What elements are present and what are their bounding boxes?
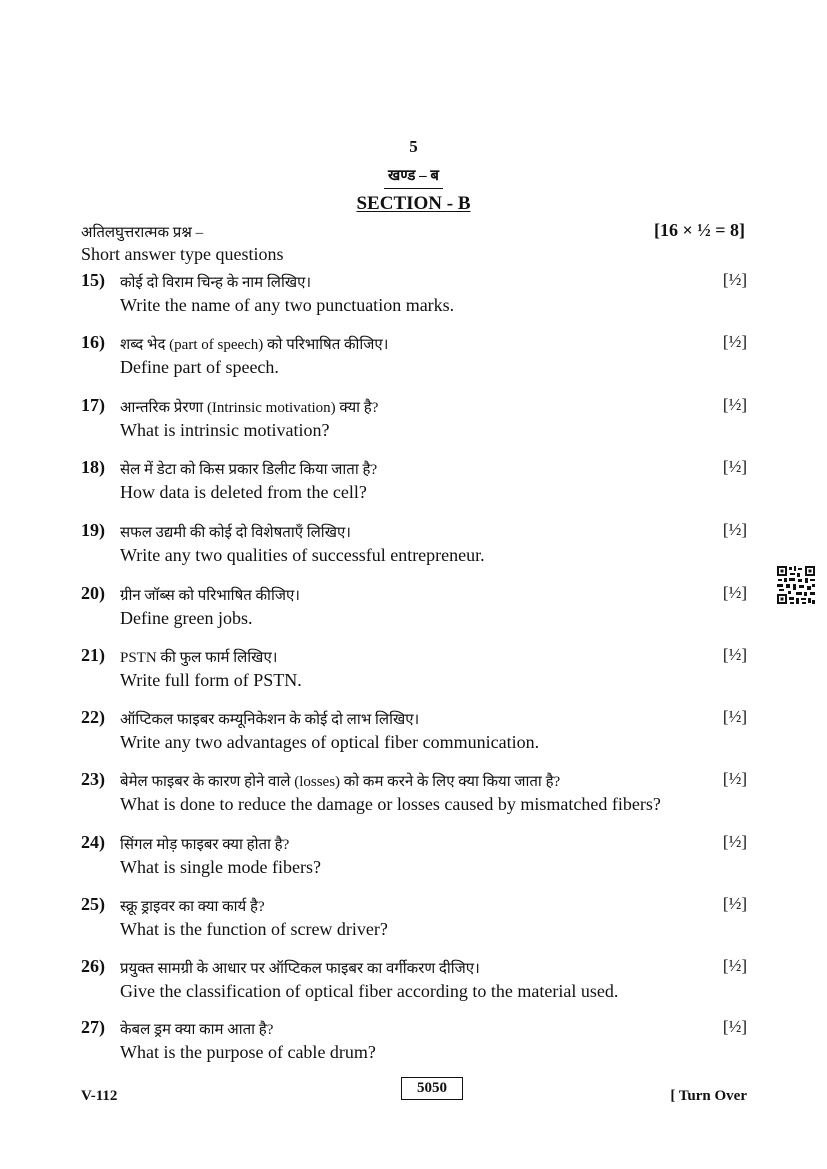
page-number: 5 <box>409 137 418 156</box>
question-number: 23) <box>81 769 105 789</box>
question-number: 20) <box>81 583 105 603</box>
footer-box-number: 5050 <box>401 1077 463 1100</box>
question-marks: [½] <box>722 457 747 476</box>
question-marks: [½] <box>722 645 747 664</box>
question-english: Write the name of any two punctuation marks. <box>120 295 455 315</box>
question-marks: [½] <box>722 270 747 289</box>
question-english: What is the function of screw driver? <box>120 919 388 939</box>
question-english: What is single mode fibers? <box>120 857 321 877</box>
question-marks: [½] <box>722 894 747 913</box>
qr-code-icon <box>776 565 816 605</box>
question-english: How data is deleted from the cell? <box>120 482 367 502</box>
question-marks: [½] <box>722 332 747 351</box>
question-hindi: आन्तरिक प्रेरणा (Intrinsic motivation) क्या है? <box>120 400 379 416</box>
question-hindi: शब्द भेद (part of speech) को परिभाषित कीजिए। <box>120 337 389 353</box>
total-marks: [16 × ½ = 8] <box>653 220 745 240</box>
question-hindi: सफल उद्यमी की कोई दो विशेषताएँ लिखिए। <box>120 525 351 541</box>
question-hindi: केबल ड्रम क्या काम आता है? <box>120 1022 274 1038</box>
question-english: What is the purpose of cable drum? <box>120 1042 376 1062</box>
question-number: 26) <box>81 956 105 976</box>
section-title-hindi: खण्ड – ब <box>0 165 827 189</box>
question-number: 17) <box>81 395 105 415</box>
question-english: Write full form of PSTN. <box>120 670 302 690</box>
question-english: Write any two qualities of successful entrepreneur. <box>120 545 485 565</box>
question-english: Define green jobs. <box>120 608 253 628</box>
question-english: What is intrinsic motivation? <box>120 420 330 440</box>
question-number: 24) <box>81 832 105 852</box>
question-english: What is done to reduce the damage or losses caused by mismatched fibers? <box>120 794 661 814</box>
question-hindi: ऑप्टिकल फाइबर कम्यूनिकेशन के कोई दो लाभ लिखिए। <box>120 712 420 728</box>
question-number: 16) <box>81 332 105 352</box>
question-hindi: ग्रीन जॉब्स को परिभाषित कीजिए। <box>120 588 300 604</box>
question-marks: [½] <box>722 707 747 726</box>
question-english: Write any two advantages of optical fiber communication. <box>120 732 540 752</box>
question-marks: [½] <box>722 1017 747 1036</box>
intro-hindi: अतिलघुत्तरात्मक प्रश्न – <box>81 225 204 241</box>
question-number: 21) <box>81 645 105 665</box>
question-hindi: सिंगल मोड़ फाइबर क्या होता है? <box>120 837 290 853</box>
question-marks: [½] <box>722 583 747 602</box>
question-number: 19) <box>81 520 105 540</box>
question-number: 27) <box>81 1017 105 1037</box>
question-marks: [½] <box>722 956 747 975</box>
question-number: 15) <box>81 270 105 290</box>
question-hindi: सेल में डेटा को किस प्रकार डिलीट किया जाता है? <box>120 462 378 478</box>
question-english: Define part of speech. <box>120 357 279 377</box>
question-number: 25) <box>81 894 105 914</box>
question-hindi: प्रयुक्त सामग्री के आधार पर ऑप्टिकल फाइबर का वर्गीकरण दीजिए। <box>120 961 480 977</box>
section-title-english: SECTION - B <box>356 193 471 214</box>
question-hindi: बेमेल फाइबर के कारण होने वाले (losses) को कम करने के लिए क्या किया जाता है? <box>120 774 561 790</box>
question-marks: [½] <box>722 832 747 851</box>
question-number: 18) <box>81 457 105 477</box>
question-marks: [½] <box>722 395 747 414</box>
question-number: 22) <box>81 707 105 727</box>
question-hindi: कोई दो विराम चिन्ह के नाम लिखिए। <box>120 275 312 291</box>
question-marks: [½] <box>722 769 747 788</box>
intro-english: Short answer type questions <box>81 244 284 264</box>
question-hindi: स्क्रू ड्राइवर का क्या कार्य है? <box>120 899 265 915</box>
question-english: Give the classification of optical fiber according to the material used. <box>120 981 619 1001</box>
question-marks: [½] <box>722 520 747 539</box>
paper-code: V-112 <box>81 1088 118 1104</box>
question-hindi: PSTN की फुल फार्म लिखिए। <box>120 650 278 666</box>
turn-over-label: [ Turn Over <box>670 1088 747 1104</box>
